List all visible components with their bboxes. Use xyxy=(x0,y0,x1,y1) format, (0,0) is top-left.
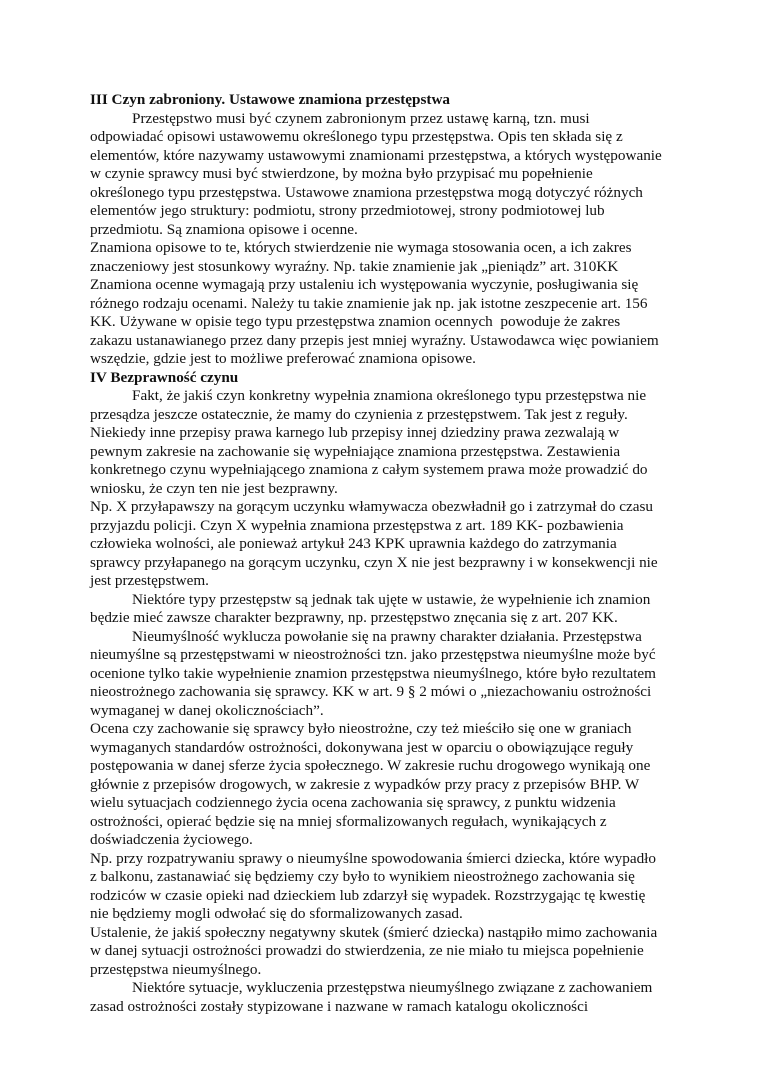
text-line: ostrożności, opierać będzie się na mniej sformalizowanych regułach, wynikających z xyxy=(90,812,607,830)
text-line: wymaganej w danej okolicznościach”. xyxy=(90,701,324,719)
text-line: Nieumyślność wyklucza powołanie się na prawny charakter działania. Przestępstwa xyxy=(132,627,642,645)
text-line: będzie mieć zawsze charakter bezprawny, np. przestępstwo znęcania się z art. 207 KK. xyxy=(90,609,618,626)
text-line: wniosku, że czyn ten nie jest bezprawny. xyxy=(90,479,338,497)
text-line: ocenione tylko takie wypełnienie znamion przestępstwa nieumyślnego, które było rezultatem xyxy=(90,664,656,682)
text-line: pewnym zakresie na zachowanie się wypełniające znamiona przestępstwa. Zestawienia xyxy=(90,442,621,460)
text-line: zakazu ustanawianego przez dany przepis jest mniej wyraźny. Ustawodawca więc powianiem xyxy=(90,331,659,349)
text-line: przyjazdu policji. Czyn X wypełnia znamiona przestępstwa z art. 189 KK- pozbawienia xyxy=(90,516,624,534)
text-line: elementów jego struktury: podmiotu, strony przedmiotowej, strony podmiotowej lub xyxy=(90,202,605,219)
text-line: w danej sytuacji ostrożności prowadzi do stwierdzenia, ze nie miało tu miejsca popełnienie xyxy=(90,942,644,959)
document-page xyxy=(90,91,674,1016)
text-line: Niektóre typy przestępstw są jednak tak ujęte w ustawie, że wypełnienie ich znamion xyxy=(132,590,651,608)
text-line: wielu sytuacjach codziennego życia ocena zachowania się sprawcy, z punktu widzenia xyxy=(90,794,616,811)
text-line: doświadczenia życiowego. xyxy=(90,831,253,848)
text-line: sprawcy przyłapanego na gorącym uczynku, czyn X nie jest bezprawny i w konsekwencji nie xyxy=(90,553,658,571)
text-line: odpowiadać opisowi ustawowemu określonego typu przestępstwa. Opis ten składa się z xyxy=(90,128,623,145)
text-line: Np. X przyłapawszy na gorącym uczynku włamywacza obezwładnił go i zatrzymał do czasu xyxy=(90,498,653,515)
text-line: Fakt, że jakiś czyn konkretny wypełnia znamiona określonego typu przestępstwa nie xyxy=(132,387,647,404)
text-line: przedmiotu. Są znamiona opisowe i ocenne. xyxy=(90,220,358,238)
text-line: nieostrożnego zachowania się sprawcy. KK w art. 9 § 2 mówi o „niezachowaniu ostrożności xyxy=(90,683,652,700)
text-line: Przestępstwo musi być czynem zabronionym przez ustawę karną, tzn. musi xyxy=(132,109,590,127)
text-line: różnego rodzaju ocenami. Należy tu takie znamienie jak np. jak istotne zeszpecenie art. 156 xyxy=(90,294,648,312)
text-line: wszędzie, gdzie jest to możliwe preferować znamiona opisowe. xyxy=(90,350,476,367)
section-3-body xyxy=(90,110,674,369)
text-line: znaczeniowy jest stosunkowy wyraźny. Np. takie znamienie jak „pieniądz” art. 310KK xyxy=(90,257,619,275)
text-line: postępowania w danej sferze życia społecznego. W zakresie ruchu drogowego wynikają one xyxy=(90,757,651,774)
text-line: człowieka wolności, ale ponieważ artykuł 243 KPK uprawnia każdego do zatrzymania xyxy=(90,535,617,552)
text-line: Niektóre sytuacje, wykluczenia przestępstwa nieumyślnego związane z zachowaniem xyxy=(132,979,653,996)
text-line: Niekiedy inne przepisy prawa karnego lub przepisy innej dziedziny prawa zezwalają w xyxy=(90,424,620,441)
text-line: KK. Używane w opisie tego typu przestępstwa znamion ocennych powoduje że zakres xyxy=(90,313,621,330)
text-line: Np. przy rozpatrywaniu sprawy o nieumyślne spowodowania śmierci dziecka, które wypadło xyxy=(90,849,656,867)
text-line: nie będziemy mogli odwołać się do sformalizowanych zasad. xyxy=(90,905,463,922)
text-line: Znamiona ocenne wymagają przy ustaleniu ich występowania wyczynie, posługiwania się xyxy=(90,276,639,293)
text-line: Ocena czy zachowanie się sprawcy było nieostrożne, czy też mieściło się one w graniach xyxy=(90,720,632,737)
text-line: określonego typu przestępstwa. Ustawowe znamiona przestępstwa mogą dotyczyć różnych xyxy=(90,183,643,201)
text-line: konkretnego czynu wypełniającego znamiona z całym systemem prawa może prowadzić do xyxy=(90,461,648,478)
text-line: w czynie sprawcy musi być stwierdzone, by można było przypisać mu popełnienie xyxy=(90,165,593,182)
text-line: Znamiona opisowe to te, których stwierdzenie nie wymaga stosowania ocen, a ich zakres xyxy=(90,239,632,256)
text-line: głównie z przepisów drogowych, w zakresie z wypadków przy pracy z przepisów BHP. W xyxy=(90,775,640,793)
text-line: z balkonu, zastanawiać się będziemy czy było to wynikiem nieostrożnego zachowania się xyxy=(90,868,635,885)
text-line: rodziców w czasie opieki nad dzieckiem lub zdarzył się wypadek. Rozstrzygając tę kwestię xyxy=(90,886,646,904)
text-line: elementów, które nazywamy ustawowymi znamionami przestępstwa, a których występowanie xyxy=(90,146,662,164)
text-line: Ustalenie, że jakiś społeczny negatywny skutek (śmierć dziecka) nastąpiło mimo zachowania xyxy=(90,923,658,941)
text-line: przestępstwa nieumyślnego. xyxy=(90,960,262,978)
text-line: zasad ostrożności zostały stypizowane i nazwane w ramach katalogu okoliczności xyxy=(90,997,589,1015)
text-line: jest przestępstwem. xyxy=(90,572,209,589)
section-3-heading: III Czyn zabroniony. Ustawowe znamiona przestępstwa xyxy=(90,91,451,108)
section-4-body xyxy=(90,387,674,1016)
text-line: wymaganych standardów ostrożności, dokonywana jest w oparciu o obowiązujące reguły xyxy=(90,738,634,756)
section-4-heading: IV Bezprawność czynu xyxy=(90,368,239,386)
text-line: przesądza jeszcze ostatecznie, że mamy do czynienia z przestępstwem. Tak jest z reguły. xyxy=(90,405,628,423)
text-line: nieumyślne są przestępstwami w nieostrożności tzn. jako przestępstwa nieumyślne może być xyxy=(90,646,656,663)
